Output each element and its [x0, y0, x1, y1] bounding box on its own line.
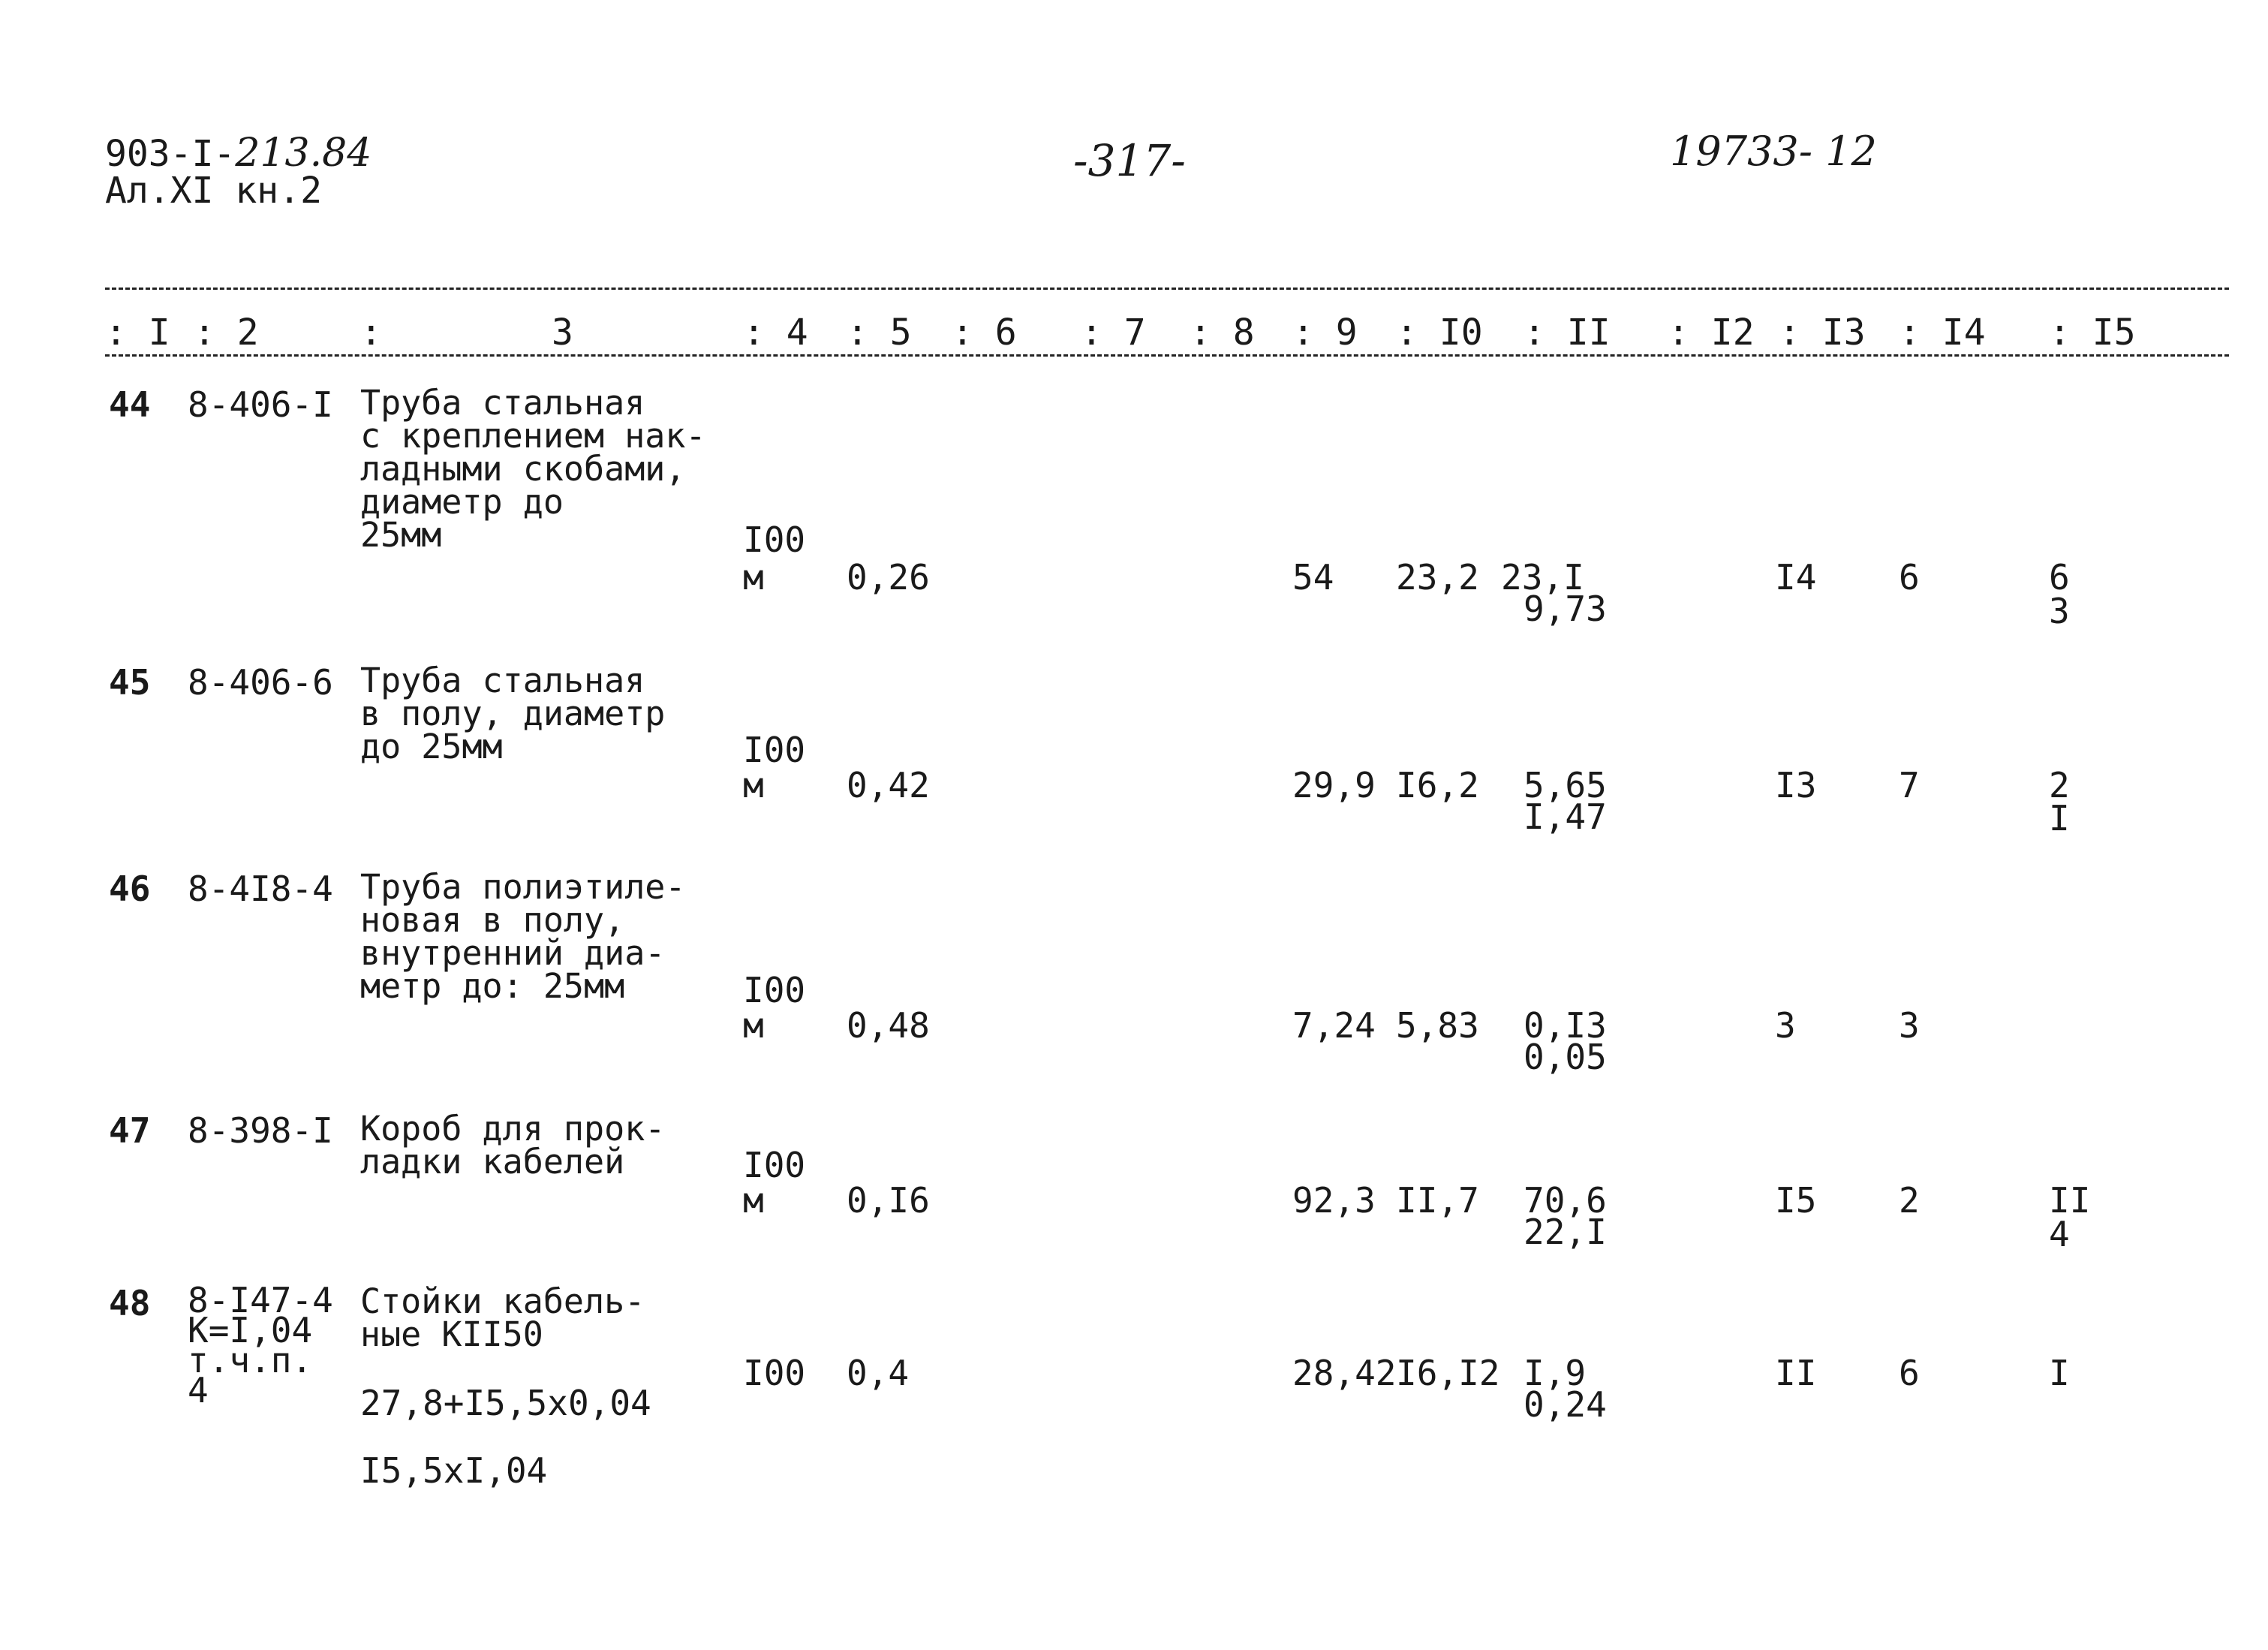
col-11-value: 0,I3: [1524, 1005, 1607, 1046]
col-header-12: : I2: [1668, 312, 1755, 354]
work-description: Труба стальная в полу, диаметр до 25мм: [360, 661, 666, 766]
work-description: Труба полиэтиле- новая в полу, внутренний диа- метр до: 25мм: [360, 867, 686, 1006]
col-11-subvalue: 0,05: [1524, 1037, 1607, 1077]
document-code: [105, 131, 372, 176]
unit-measure-suffix: м: [743, 557, 764, 598]
col-header-14: : I4: [1899, 312, 1986, 354]
header-bottom-rule: [105, 354, 2229, 357]
col-14-value: 2: [1899, 1180, 1920, 1221]
col-11-subvalue: 0,24: [1524, 1384, 1607, 1425]
quantity: 0,26: [847, 557, 930, 598]
col-header-15: : I5: [2049, 312, 2136, 354]
col-header-3-sep: :: [360, 312, 382, 354]
col-13-value: I4: [1775, 557, 1817, 598]
unit-measure-suffix: м: [743, 765, 764, 805]
page-number: -317-: [1073, 135, 1186, 186]
row-number: 44: [109, 384, 151, 425]
work-description: Короб для прок- ладки кабелей: [360, 1109, 666, 1182]
row-number: 46: [109, 869, 151, 909]
col-15-subvalue: 3: [2049, 591, 2070, 631]
unit-measure-suffix: м: [743, 1005, 764, 1046]
col-9-value: 29,9: [1292, 765, 1376, 805]
col-11-value: 23,I: [1501, 557, 1584, 598]
col-15-value: II: [2049, 1180, 2091, 1221]
col-15-value: 2: [2049, 765, 2070, 805]
norm-code: 8-4I8-4: [188, 869, 333, 909]
col-15-subvalue: 4: [2049, 1214, 2070, 1254]
col-header-4: : 4: [743, 312, 808, 354]
col-9-value: 28,42: [1292, 1353, 1397, 1393]
norm-code: 8-406-6: [188, 662, 333, 703]
col-10-value: 5,83: [1396, 1005, 1479, 1046]
col-10-value: 23,2: [1396, 557, 1479, 598]
col-13-value: 3: [1775, 1005, 1796, 1046]
col-header-2: : 2: [194, 312, 259, 354]
quantity: 0,42: [847, 765, 930, 805]
col-header-13: : I3: [1779, 312, 1866, 354]
norm-code: 8-I47-4 К=I,04 т.ч.п. 4: [188, 1280, 333, 1411]
unit-measure: I00: [743, 519, 806, 560]
col-14-value: 6: [1899, 1353, 1920, 1393]
col-15-subvalue: I: [2049, 798, 2070, 839]
col-header-11: : II: [1524, 312, 1611, 354]
col-15-value: 6: [2049, 557, 2070, 598]
quantity: 0,48: [847, 1005, 930, 1046]
unit-measure: I00: [743, 970, 806, 1010]
col-header-10: : I0: [1396, 312, 1483, 354]
norm-code: 8-406-I: [188, 384, 333, 425]
document-code-printed: 903-I-: [105, 133, 236, 175]
col-10-value: II,7: [1396, 1180, 1479, 1221]
col-header-6: : 6: [952, 312, 1017, 354]
col-13-value: II: [1775, 1353, 1817, 1393]
col-header-9: : 9: [1292, 312, 1358, 354]
unit-measure-suffix: м: [743, 1180, 764, 1221]
col-header-8: : 8: [1190, 312, 1255, 354]
norm-code: 8-398-I: [188, 1110, 333, 1151]
col-11-value: 5,65: [1524, 765, 1607, 805]
col-15-value: I: [2049, 1353, 2070, 1393]
col-11-subvalue: 22,I: [1524, 1212, 1607, 1252]
col-header-1: : I: [105, 312, 170, 354]
calc-formula-secondary: I5,5хI,04: [360, 1450, 548, 1491]
quantity: 0,4: [847, 1353, 910, 1393]
col-13-value: I3: [1775, 765, 1817, 805]
quantity: 0,I6: [847, 1180, 930, 1221]
calc-formula: 27,8+I5,5х0,04: [360, 1383, 651, 1423]
work-description: Стойки кабель- ные КII50: [360, 1281, 645, 1354]
work-description: Труба стальная с креплением нак- ладными скобами, диаметр до 25мм: [360, 383, 706, 555]
col-9-value: 7,24: [1292, 1005, 1376, 1046]
table-top-rule: [105, 288, 2229, 290]
document-code-handwritten: 213.84: [235, 131, 372, 176]
col-9-value: 92,3: [1292, 1180, 1376, 1221]
col-14-value: 3: [1899, 1005, 1920, 1046]
col-11-value: 70,6: [1524, 1180, 1607, 1221]
col-11-subvalue: 9,73: [1524, 589, 1607, 629]
col-10-value: I6,I2: [1396, 1353, 1500, 1393]
row-number: 48: [109, 1283, 151, 1323]
album-reference: Ал.XI кн.2: [105, 170, 322, 212]
col-10-value: I6,2: [1396, 765, 1479, 805]
col-header-5: : 5: [847, 312, 912, 354]
col-13-value: I5: [1775, 1180, 1817, 1221]
row-number: 45: [109, 662, 151, 703]
row-number: 47: [109, 1110, 151, 1151]
col-14-value: 7: [1899, 765, 1920, 805]
unit-measure: I00: [743, 1145, 806, 1185]
col-11-subvalue: I,47: [1524, 796, 1607, 837]
unit-measure: I00: [743, 730, 806, 770]
unit-measure: I00: [743, 1353, 806, 1393]
inventory-stamp: 19733- 12: [1670, 128, 1877, 175]
col-header-7: : 7: [1081, 312, 1146, 354]
col-11-value: I,9: [1524, 1353, 1587, 1393]
col-header-3: 3: [552, 312, 573, 354]
col-14-value: 6: [1899, 557, 1920, 598]
col-9-value: 54: [1292, 557, 1334, 598]
